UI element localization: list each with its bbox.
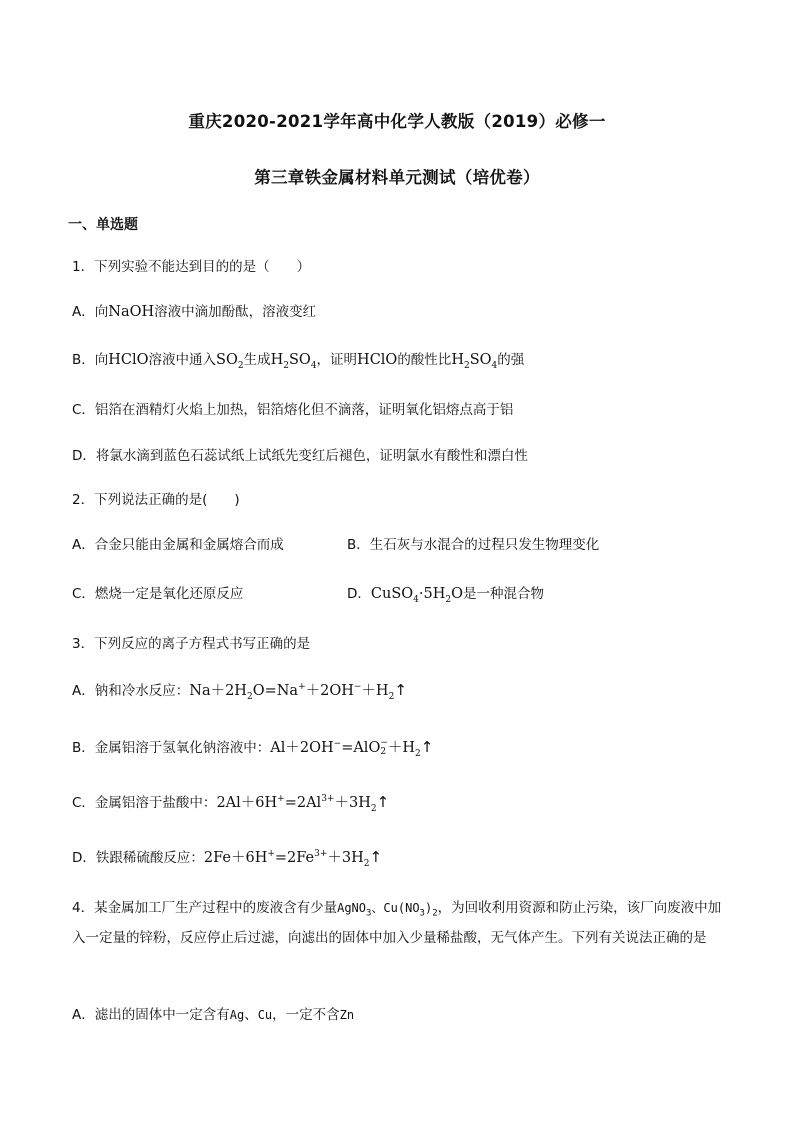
gas-arrow-icon: ↑: [376, 793, 390, 811]
document-title-line2: 第三章铁金属材料单元测试（培优卷）: [254, 168, 540, 187]
question-1-option-b: B．向HClO溶液中通入$SO_2$生成$H_2SO_4$，证明HClO的酸性比$H_2SO_4$的强: [72, 352, 525, 371]
question-3-option-c: C．金属铝溶于盐酸中：$2Al+6H^+=2Al^{3+}+3H_2↑$: [72, 793, 390, 814]
gas-arrow-icon: ↑: [420, 738, 434, 756]
document-title-line1: 重庆2020-2021学年高中化学人教版（2019）必修一: [188, 112, 606, 131]
question-2-option-a: A．合金只能由金属和金属熔合而成: [72, 537, 284, 553]
question-2-option-b: B．生石灰与水混合的过程只发生物理变化: [347, 537, 600, 553]
gas-arrow-icon: ↑: [394, 681, 407, 699]
question-1-option-a: A．向NaOH溶液中滴加酚酞，溶液变红: [72, 304, 317, 320]
question-1-option-c: C．铝箔在酒精灯火焰上加热，铝箔熔化但不滴落，证明氧化铝熔点高于铝: [72, 402, 514, 418]
section-heading: 一、单选题: [68, 217, 138, 233]
question-4-stem: 4．某金属加工厂生产过程中的废液含有少量AgNO$_3$、$Cu(NO_3)_2$，为回收利用资源和防止污染，该厂向废液中加入一定量的锌粉，反应停止后过滤，向滤出的固体中加入少量稀盐酸，无气体产生。下列有关说法正确的是: [72, 900, 722, 946]
gas-arrow-icon: ↑: [369, 848, 383, 866]
question-1-stem: 1．下列实验不能达到目的的是（ ）: [72, 259, 311, 275]
question-3-option-b: B．金属铝溶于氢氧化钠溶液中：Al＋2OH−=AlO − 2 $+H_2↑$: [72, 738, 434, 759]
question-2-option-c: C．燃烧一定是氧化还原反应: [72, 586, 244, 602]
question-2-option-d: D．$CuSO_4\cdot 5H_2O$是一种混合物: [347, 586, 545, 605]
question-3-option-a: A．钠和冷水反应：$Na+2H_2O=Na^++2OH^-+H_2↑$: [72, 681, 407, 702]
question-3-stem: 3．下列反应的离子方程式书写正确的是: [72, 636, 311, 652]
question-1-option-d: D．将氯水滴到蓝色石蕊试纸上试纸先变红后褪色，证明氯水有酸性和漂白性: [72, 448, 528, 464]
question-2-stem: 2．下列说法正确的是( ): [72, 492, 240, 508]
question-4-option-a: A．滤出的固体中一定含有Ag、Cu，一定不含Zn: [72, 1007, 355, 1023]
question-3-option-d: D．铁跟稀硫酸反应：$2Fe+6H^+=2Fe^{3+}+3H_2↑$: [72, 848, 383, 869]
